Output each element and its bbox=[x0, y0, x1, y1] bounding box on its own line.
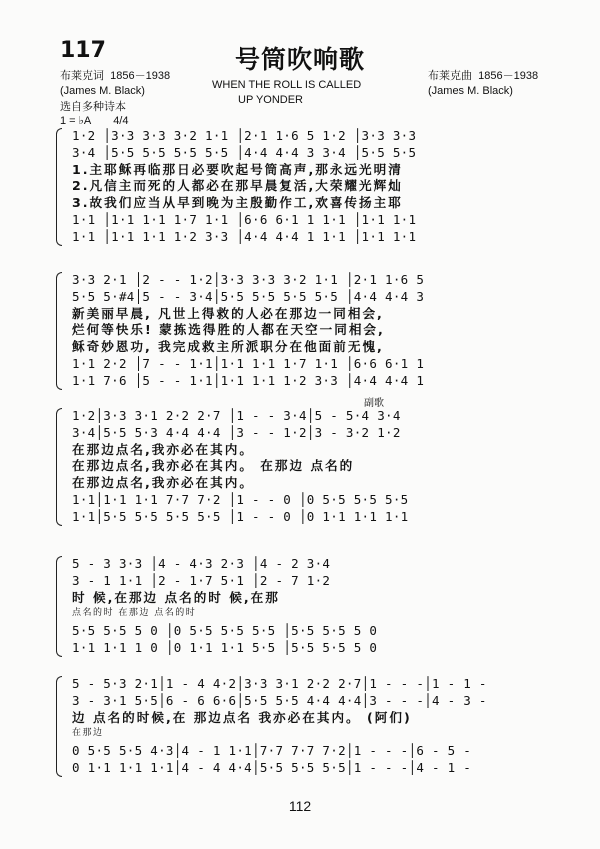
composer-credit bbox=[428, 68, 538, 99]
score-system bbox=[64, 556, 548, 657]
lyric-line: 稣奇妙恩功, 我完成救主所派职分在他面前无愧, bbox=[72, 339, 384, 355]
system-bracket bbox=[56, 556, 62, 657]
notation-line: 3·4 │5·5 5·5 5·5 5·5 │4·4 4·4 3 3·4 │5·5 5·5 bbox=[72, 144, 417, 160]
lyric-line: 在那边点名,我亦必在其内。 bbox=[72, 475, 254, 491]
lyric-line: 边 点名的时候,在 那边点名 我亦必在其内。 (阿们) bbox=[72, 709, 412, 725]
composer-name-en: (James M. Black) bbox=[428, 85, 513, 97]
lyric-line: 点名的时 在那边 点名的时 bbox=[72, 608, 197, 619]
lyricist-years: 1856－1938 bbox=[110, 70, 171, 82]
lyric-line: 烂何等快乐! 蒙拣选得胜的人都在天空一同相会, bbox=[72, 322, 385, 338]
notation-line: 1·1│1·1 1·1 7·7 7·2 │1 - - 0 │0 5·5 5·5 5·5 bbox=[72, 492, 409, 507]
english-title-line2: UP YONDER bbox=[238, 94, 304, 106]
hymn-title: 号筒吹响歌 bbox=[234, 45, 365, 74]
english-title bbox=[212, 78, 382, 108]
lyricist-credit bbox=[60, 68, 170, 99]
notation-line: 5·5 5·#4│5 - - 3·4│5·5 5·5 5·5 5·5 │4·4 4·4 3 bbox=[72, 288, 425, 304]
system-bracket bbox=[56, 676, 62, 777]
notation-line: 3·4│5·5 5·3 4·4 4·4 │3 - - 1·2│3 - 3·2 1·2 bbox=[72, 424, 401, 440]
notation-line: 1·2 │3·3 3·3 3·2 1·1 │2·1 1·6 5 1·2 │3·3 3·3 bbox=[72, 128, 417, 143]
notation-line: 1·2│3·3 3·1 2·2 2·7 │1 - - 3·4│5 - 5·4 3·4 bbox=[72, 408, 401, 423]
system-bracket bbox=[56, 408, 62, 526]
notation-line: 1·1│5·5 5·5 5·5 5·5 │1 - - 0 │0 1·1 1·1 1·1 bbox=[72, 508, 409, 524]
lyric-line: 在那边 bbox=[72, 728, 104, 739]
notation-line: 5·5 5·5 5 0 │0 5·5 5·5 5·5 │5·5 5·5 5 0 bbox=[72, 623, 378, 639]
lyric-line: 在那边点名,我亦必在其内。 bbox=[72, 441, 254, 457]
lyric-line: 在那边点名,我亦必在其内。 在那边 点名的 bbox=[72, 458, 355, 474]
lyric-line: 3.故我们应当从早到晚为主殷勤作工,欢喜传扬主耶 bbox=[72, 195, 403, 211]
lyric-line: 2.凡信主而死的人都必在那早晨复活,大荣耀光辉灿 bbox=[72, 178, 403, 194]
time-signature: 4/4 bbox=[113, 115, 129, 127]
notation-line: 1·1 7·6 │5 - - 1·1│1·1 1·1 1·2 3·3 │4·4 4·4 1 bbox=[72, 372, 425, 388]
key-signature bbox=[60, 114, 150, 127]
notation-line: 1·1 1·1 1 0 │0 1·1 1·1 5·5 │5·5 5·5 5 0 bbox=[72, 640, 378, 655]
system-bracket bbox=[56, 128, 62, 246]
lyricist-name-cn: 布莱克词 bbox=[60, 69, 104, 82]
source-note: 选自多种诗本 bbox=[60, 100, 126, 113]
lyric-line: 时 候,在那边 点名的时 候,在那 bbox=[72, 589, 280, 605]
composer-years: 1856－1938 bbox=[478, 70, 539, 82]
notation-line: 1·1 │1·1 1·1 1·2 3·3 │4·4 4·4 1 1·1 │1·1 1·1 bbox=[72, 228, 417, 244]
english-title-line1: WHEN THE ROLL IS CALLED bbox=[212, 79, 362, 91]
lyric-line: 新美丽早晨, 凡世上得救的人必在那边一同相会, bbox=[72, 305, 384, 321]
notation-line: 3 - 1 1·1 │2 - 1·7 5·1 │2 - 7 1·2 bbox=[72, 572, 331, 588]
notation-line: 1·1 2·2 │7 - - 1·1│1·1 1·1 1·7 1·1 │6·6 6·1 1 bbox=[72, 356, 425, 371]
composer-name-cn: 布莱克曲 bbox=[428, 69, 472, 82]
refrain-label: 副歌 bbox=[364, 398, 384, 409]
key: 1 = ♭A bbox=[60, 115, 92, 127]
notation-line: 5 - 5·3 2·1│1 - 4 4·2│3·3 3·1 2·2 2·7│1 - - -│1 - 1 - bbox=[72, 676, 487, 691]
score-system bbox=[64, 398, 548, 526]
hymn-number: 117 bbox=[60, 38, 106, 63]
score-system bbox=[64, 676, 548, 777]
notation-line: 1·1 │1·1 1·1 1·7 1·1 │6·6 6·1 1 1·1 │1·1 1·1 bbox=[72, 212, 417, 227]
notation-line: 3·3 2·1 │2 - - 1·2│3·3 3·3 3·2 1·1 │2·1 1·6 5 bbox=[72, 272, 425, 287]
notation-line: 0 5·5 5·5 4·3│4 - 1 1·1│7·7 7·7 7·2│1 - - -│6 - 5 - bbox=[72, 743, 472, 759]
score-system bbox=[64, 128, 548, 246]
notation-line: 5 - 3 3·3 │4 - 4·3 2·3 │4 - 2 3·4 bbox=[72, 556, 331, 571]
score-system bbox=[64, 272, 548, 390]
notation-line: 0 1·1 1·1 1·1│4 - 4 4·4│5·5 5·5 5·5│1 - - -│4 - 1 - bbox=[72, 760, 472, 775]
lyric-line: 1.主耶稣再临那日必要吹起号筒高声,那永远光明清 bbox=[72, 161, 403, 177]
page-number: 112 bbox=[288, 798, 312, 814]
system-bracket bbox=[56, 272, 62, 390]
notation-line: 3 - 3·1 5·5│6 - 6 6·6│5·5 5·5 4·4 4·4│3 - - -│4 - 3 - bbox=[72, 692, 487, 708]
lyricist-name-en: (James M. Black) bbox=[60, 85, 145, 97]
